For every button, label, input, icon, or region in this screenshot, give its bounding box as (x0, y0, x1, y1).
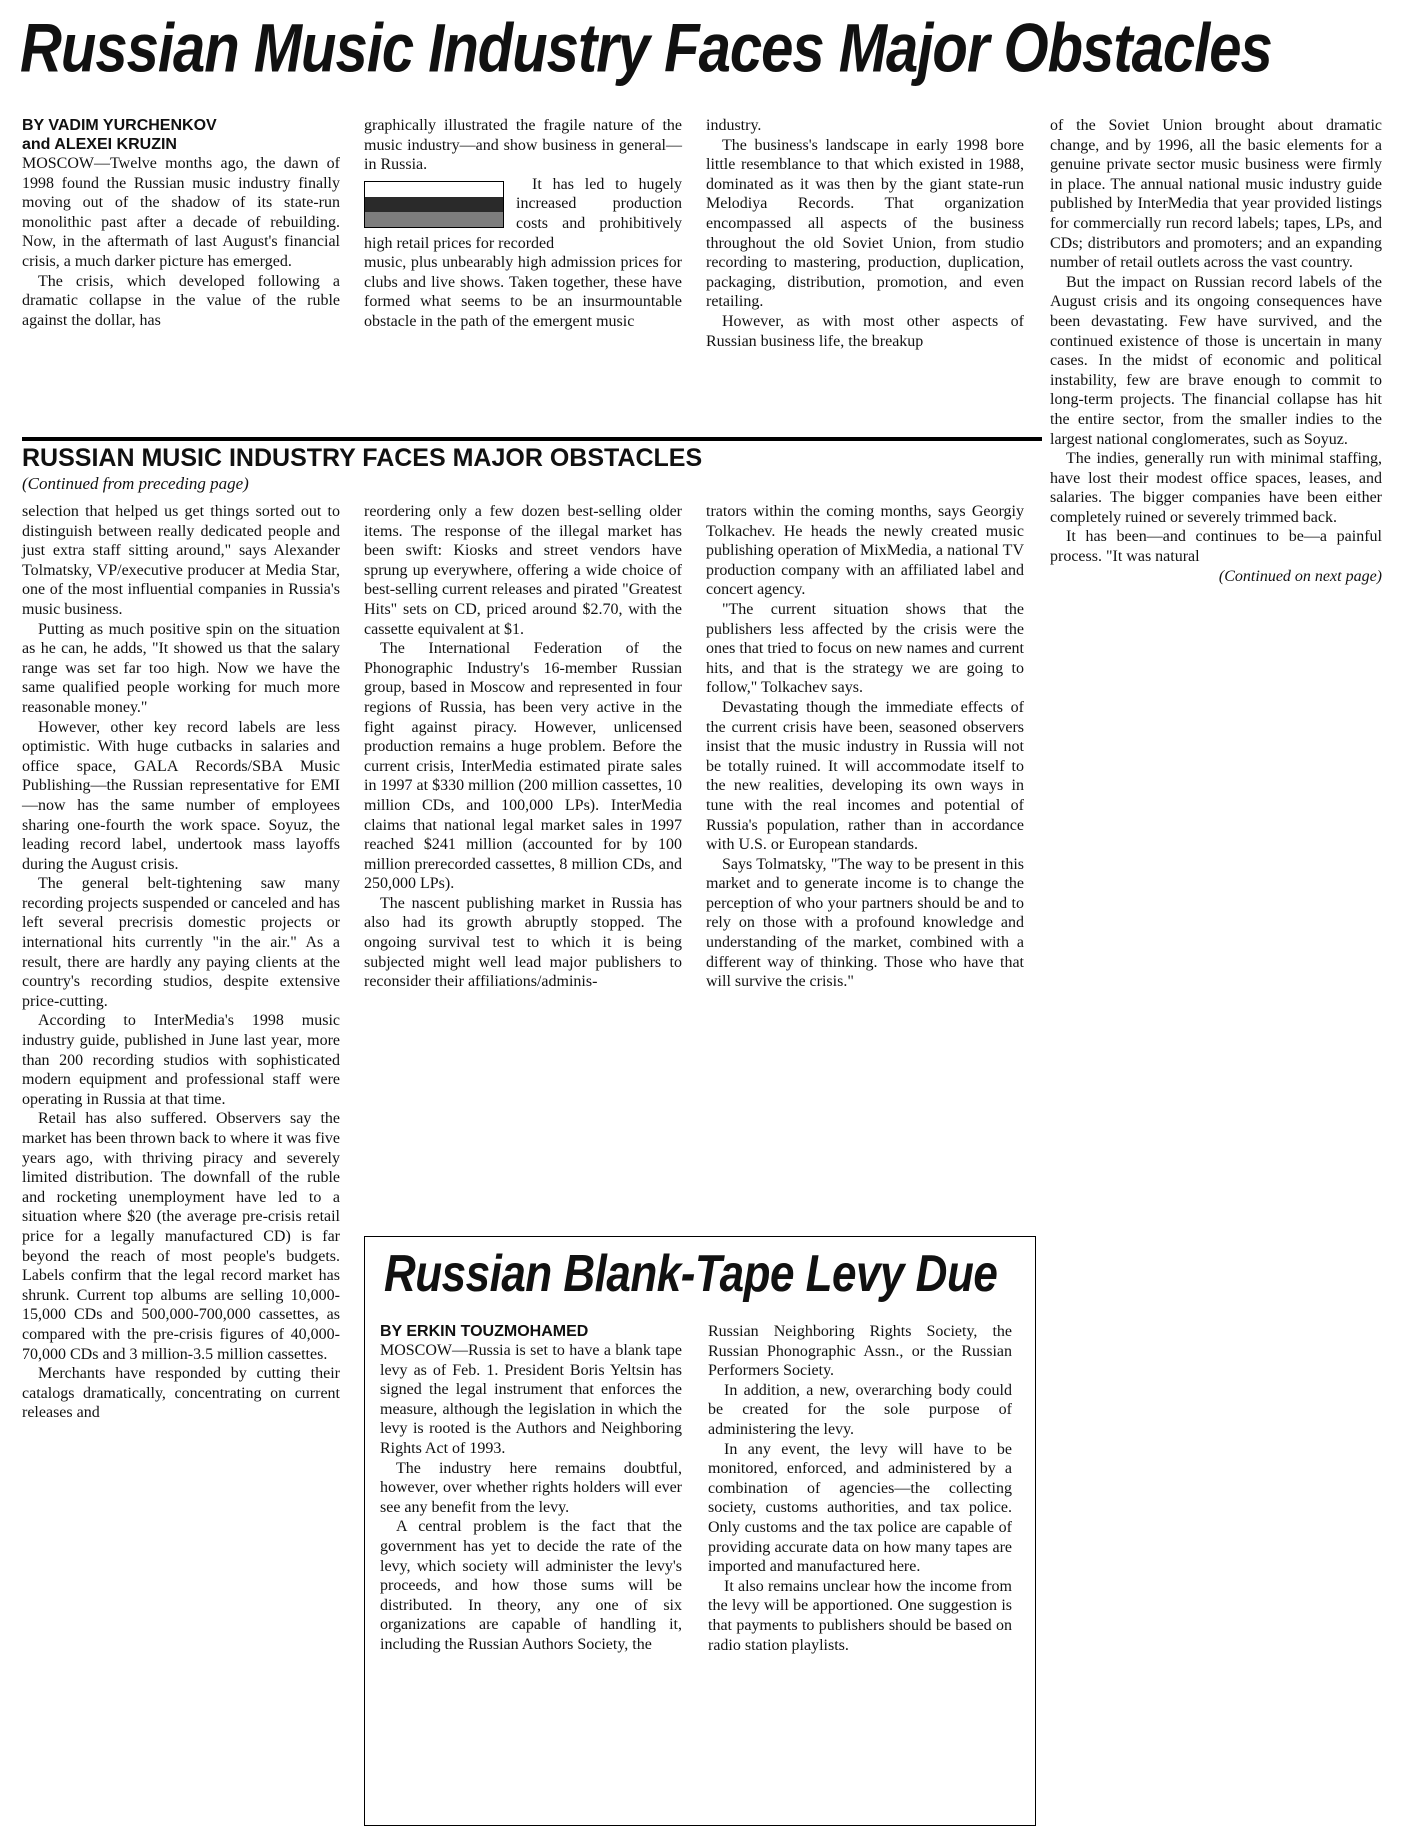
section-title: RUSSIAN MUSIC INDUSTRY FACES MAJOR OBSTACLES (22, 444, 703, 472)
sidebar-byline: BY ERKIN TOUZMOHAMED (380, 1323, 589, 1340)
paragraph: The indies, generally run with minimal staffing, have lost their modest office spaces, leases, and salaries. The bigger companies have been either completely ruined or severely trimmed back. (1050, 450, 1382, 526)
sidebar-article-title: Russian Blank-Tape Levy Due (384, 1245, 998, 1303)
continued-column-1 (22, 502, 340, 1423)
paragraph: Devastating though the immediate effects of the current crisis have been, seasoned observers insist that the music industry in Russia will not be totally ruined. It will accommodate itself to the new realities, developing its own ways in tune with the real incomes and potential of Russia's population, rather than in accordance with U.S. or European standards. (706, 698, 1024, 854)
paragraph: In addition, a new, overarching body could be created for the sole purpose of administering the levy. (708, 1381, 1012, 1438)
paragraph: Russian Neighboring Rights Society, the Russian Phonographic Assn., or the Russian Performers Society. (708, 1323, 1012, 1380)
paragraph: Merchants have responded by cutting their catalogs dramatically, concentrating on current releases and (22, 1365, 340, 1422)
top-column-1 (22, 116, 340, 330)
paragraph: But the impact on Russian record labels of the August crisis and its ongoing consequences have been devastating. Few have survived, and the continued existence of those is uncertain in many cases. In the midst of economic and political instability, few are brave enough to commit to long-term projects. The financial collapse has hit the entire sector, from the smaller indies to the largest national conglomerates, such as Soyuz. (1050, 273, 1382, 448)
paragraph: MOSCOW—Twelve months ago, the dawn of 1998 found the Russian music industry finally moving out of the shadow of its state-run monolithic past after a decade of rebuilding. Now, in the aftermath of last August's financial crisis, a much darker picture has emerged. (22, 155, 340, 270)
paragraph: It has led to hugely increased production costs and prohibitively high retail prices for recorded (364, 175, 682, 252)
paragraph: In any event, the levy will have to be monitored, enforced, and administered by a combination of agencies—the collecting society, customs authorities, and tax police. Only customs and the tax police are capable of providing accurate data on how many tapes are imported and manufactured here. (708, 1440, 1012, 1576)
continued-from-previous: (Continued from preceding page) (22, 474, 249, 493)
paragraph: It also remains unclear how the income from the levy will be apportioned. One suggestion is that payments to publishers should be based on radio station playlists. (708, 1577, 1012, 1654)
paragraph: It has been—and continues to be—a painful process. "It was natural (1050, 528, 1382, 566)
paragraph: The International Federation of the Phonographic Industry's 16-member Russian group, based in Moscow and represented in four regions of Russia, has been very active in the fight against piracy. However, unlicensed production remains a huge problem. Before the current crisis, InterMedia estimated pirate sales in 1997 at $330 million (200 million cassettes, 10 million CDs, and 100,000 LPs). InterMedia claims that national legal market sales in 1997 reached $241 million (accounted for by 100 million prerecorded cassettes, 8 million CDs, and 250,000 LPs). (364, 640, 682, 893)
paragraph: industry. (706, 117, 762, 134)
paragraph: "The current situation shows that the publishers less affected by the crisis were the ones that tried to focus on new names and current hits, and that is the strategy we are going to follow," Tolkachev says. (706, 600, 1024, 697)
top-column-3 (706, 116, 1024, 351)
paragraph: However, other key record labels are less optimistic. With huge cutbacks in salaries and office space, GALA Records/SBA Music Publishing—the Russian representative for EMI—now has the same number of employees sharing one-fourth the work space. Soyuz, the leading record label, undertook mass layoffs during the August crisis. (22, 718, 340, 873)
byline-author-2: and ALEXEI KRUZIN (22, 136, 177, 153)
paragraph: Says Tolmatsky, "The way to be present in this market and to generate income is to change the perception of who your partners should be and to rely on those with a profound knowledge and understanding of the market, combined with a different way of thinking. Those who have that will survive the crisis." (706, 855, 1024, 991)
paragraph: MOSCOW—Russia is set to have a blank tape levy as of Feb. 1. President Boris Yeltsin has signed the legal instrument that enforces the measure, although the legislation in which the levy is rooted is the Authors and Neighboring Rights Act of 1993. (380, 1342, 682, 1457)
continued-column-2 (364, 502, 682, 992)
byline-author-1: BY VADIM YURCHENKOV (22, 117, 217, 134)
paragraph: Putting as much positive spin on the situation as he can, he adds, "It showed us that the salary range was set far too high. Now we have the same qualified people working for much more reasonable money." (22, 620, 340, 716)
paragraph: trators within the coming months, says Georgiy Tolkachev. He heads the newly created music publishing operation of MixMedia, a national TV production company with an affiliated label and concert agency. (706, 503, 1024, 599)
sidebar-column-1 (380, 1322, 682, 1655)
paragraph: The industry here remains doubtful, however, over whether rights holders will ever see any benefit from the levy. (380, 1459, 682, 1516)
section-divider (22, 437, 1042, 441)
paragraph: selection that helped us get things sorted out to distinguish between really dedicated people and just extra staff sitting around," says Alexander Tolmatsky, VP/executive producer at Media Star, one of the most influential companies in Russia's music business. (22, 503, 340, 618)
paragraph: The business's landscape in early 1998 bore little resemblance to that which existed in 1988, dominated as it was then by the giant state-run Melodiya Records. That organization encompassed all aspects of the business throughout the old Soviet Union, from studio recording to mastering, production, duplication, packaging, distribution, promotion, and even retailing. (706, 136, 1024, 311)
paragraph: graphically illustrated the fragile nature of the music industry—and show business in general—in Russia. (364, 117, 682, 174)
paragraph: A central problem is the fact that the government has yet to decide the rate of the levy, which society will administer the levy's proceeds, and how those sums will be distributed. In theory, any one of six organizations are capable of handling it, including the Russian Authors Society, the (380, 1518, 682, 1653)
paragraph: Retail has also suffered. Observers say the market has been thrown back to where it was five years ago, with thriving piracy and severely limited distribution. The downfall of the ruble and rocketing unemployment have led to a situation where $20 (the average pre-crisis retail price for a legally manufactured CD) is far beyond the reach of most people's budgets. Labels confirm that the legal record market has shrunk. Current top albums are selling 10,000-15,000 CDs and 500,000-700,000 cassettes, as compared with the pre-crisis figures of 40,000-70,000 CDs and 3 million-3.5 million cassettes. (22, 1110, 340, 1363)
sidebar-column-2 (708, 1322, 1012, 1655)
paragraph: The general belt-tightening saw many recording projects suspended or canceled and has left several precrisis domestic projects or international hits currently "in the air." As a result, there are hardly any paying clients at the country's recording studios, despite extensive price-cutting. (22, 875, 340, 1010)
top-column-2 (364, 116, 682, 332)
top-column-4 (1050, 116, 1382, 586)
paragraph: According to InterMedia's 1998 music industry guide, published in June last year, more than 200 recording studios with sophisticated modern equipment and professional staff were operating in Russia at that time. (22, 1012, 340, 1108)
paragraph: However, as with most other aspects of Russian business life, the breakup (706, 312, 1024, 350)
flag-blue-stripe (365, 197, 503, 212)
flag-white-stripe (365, 182, 503, 197)
continued-next-page: (Continued on next page) (1218, 567, 1382, 585)
russian-flag-image (364, 181, 504, 228)
continued-column-3 (706, 502, 1024, 992)
paragraph: reordering only a few dozen best-selling older items. The response of the illegal market has been swift: Kiosks and street vendors have sprung up everywhere, offering a wide choice of best-selling current releases and pirated "Greatest Hits" sets on CD, priced around $2.70, with the cassette equivalent at $1. (364, 503, 682, 638)
paragraph: of the Soviet Union brought about dramatic change, and by 1996, all the basic elements for a genuine private sector music business were firmly in place. The annual national music industry guide published by InterMedia that year provided listings for commercially run record labels; tapes, LPs, and CDs; distributors and promoters; and an expanding number of retail outlets across the vast country. (1050, 117, 1382, 272)
paragraph: The crisis, which developed following a dramatic collapse in the value of the ruble against the dollar, has (22, 272, 340, 329)
paragraph: The nascent publishing market in Russia has also had its growth abruptly stopped. The ongoing survival test to which it is being subjected might well lead major publishers to reconsider their affiliations/adminis- (364, 894, 682, 991)
paragraph: music, plus unbearably high admission prices for clubs and live shows. Taken together, these have formed what seems to be an insurmountable obstacle in the path of the emergent music (364, 254, 682, 330)
page-headline: Russian Music Industry Faces Major Obstacles (20, 10, 1272, 88)
flag-red-stripe (365, 212, 503, 227)
